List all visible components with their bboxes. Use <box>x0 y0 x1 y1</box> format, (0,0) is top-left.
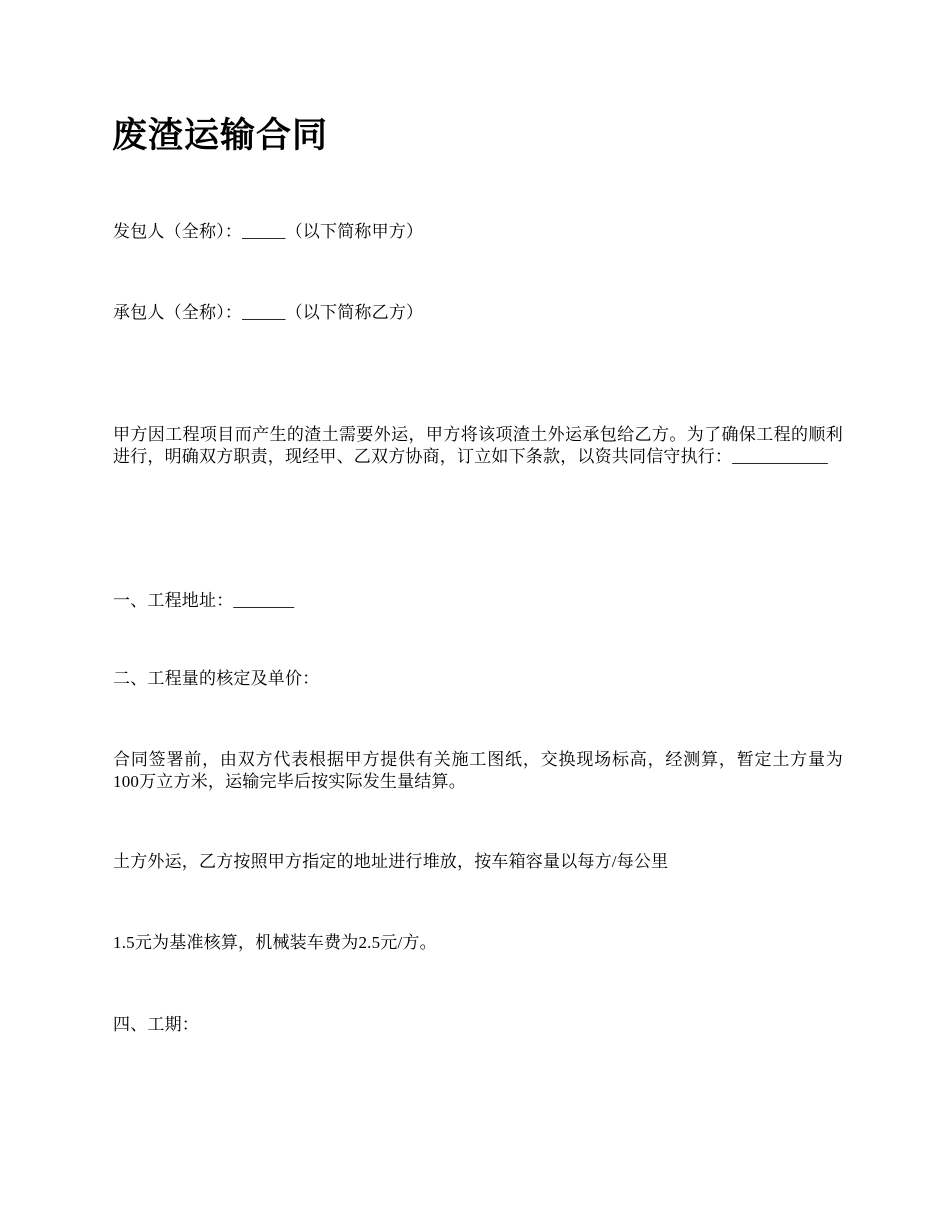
section-schedule-heading: 四、工期： <box>113 1015 199 1034</box>
party-b-line: 承包人（全称）：_____（以下简称乙方） <box>113 303 424 322</box>
preamble-paragraph: 甲方因工程项目而产生的渣土需要外运，甲方将该项渣土外运承包给乙方。为了确保工程的顺利进行，明确双方职责，现经甲、乙双方协商，订立如下条款，以资共同信守执行：___________ <box>113 425 843 466</box>
section-project-address: 一、工程地址：_______ <box>113 591 295 610</box>
transport-clause-line-1: 土方外运，乙方按照甲方指定的地址进行堆放，按车箱容量以每方/每公里 <box>113 852 669 871</box>
quantity-clause-paragraph: 合同签署前，由双方代表根据甲方提供有关施工图纸，交换现场标高，经测算，暂定土方量为100万立方米，运输完毕后按实际发生量结算。 <box>113 750 843 791</box>
section-quantity-price-heading: 二、工程量的核定及单价： <box>113 669 320 688</box>
document-title: 废渣运输合同 <box>112 116 329 156</box>
party-a-line: 发包人（全称）：_____（以下简称甲方） <box>113 222 424 241</box>
transport-clause-line-2: 1.5元为基准核算，机械装车费为2.5元/方。 <box>113 933 437 952</box>
